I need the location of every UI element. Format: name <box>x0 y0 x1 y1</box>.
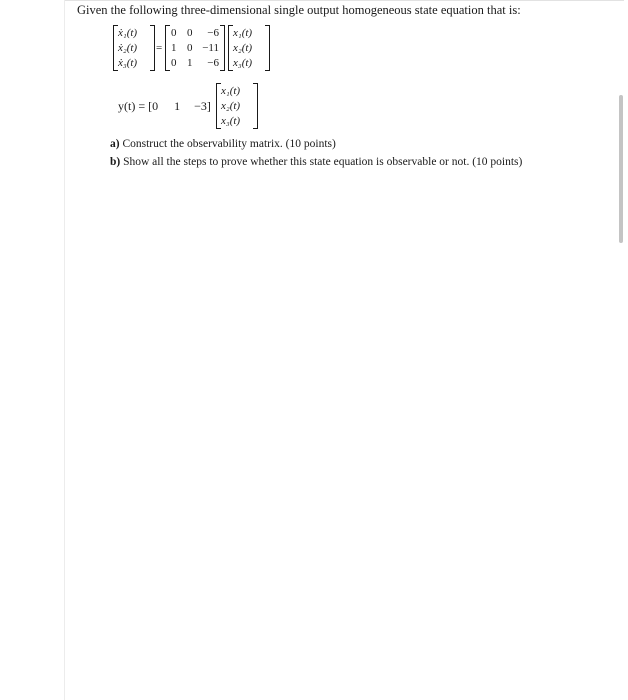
part-a-label: a) <box>110 138 120 150</box>
ox3: x₃(t) <box>221 115 241 127</box>
a33: −6 <box>207 57 219 69</box>
a12: 0 <box>187 27 193 39</box>
part-b-text: Show all the steps to prove whether this state equation is observable or not. (10 points) <box>123 156 523 168</box>
output-lhs-text: y(t) = [0 <box>118 99 159 113</box>
xdot1: ẋ₁(t) <box>118 27 138 39</box>
x3: x₃(t) <box>233 57 253 69</box>
a23: −11 <box>202 42 219 54</box>
xdot3: ẋ₃(t) <box>118 57 138 69</box>
xdot2: ẋ₂(t) <box>118 42 138 54</box>
output-eq-lhs <box>118 99 211 114</box>
page-border-left <box>64 0 65 700</box>
state-eq-sign: = <box>156 42 163 54</box>
a32: 1 <box>187 57 193 69</box>
state-vector-x <box>228 25 270 71</box>
state-derivative-vector <box>113 25 155 71</box>
a21: 1 <box>171 42 177 54</box>
part-b <box>110 156 522 168</box>
x2: x₂(t) <box>233 42 253 54</box>
c-last: −3] <box>194 99 211 113</box>
part-a-text: Construct the observability matrix. (10 points) <box>122 138 336 150</box>
x1: x₁(t) <box>233 27 253 39</box>
c-mid: 1 <box>174 99 181 113</box>
vertical-scrollbar[interactable] <box>619 95 623 243</box>
part-b-label: b) <box>110 156 121 168</box>
page-border-top <box>64 0 624 1</box>
output-state-vector <box>216 83 258 129</box>
state-matrix-A <box>165 25 225 71</box>
question-intro: Given the following three-dimensional single output homogeneous state equation that is: <box>77 3 521 17</box>
a22: 0 <box>187 42 193 54</box>
ox1: x₁(t) <box>221 85 241 97</box>
part-a <box>110 138 336 150</box>
a31: 0 <box>171 57 177 69</box>
a11: 0 <box>171 27 177 39</box>
ox2: x₂(t) <box>221 100 241 112</box>
a13: −6 <box>207 27 219 39</box>
